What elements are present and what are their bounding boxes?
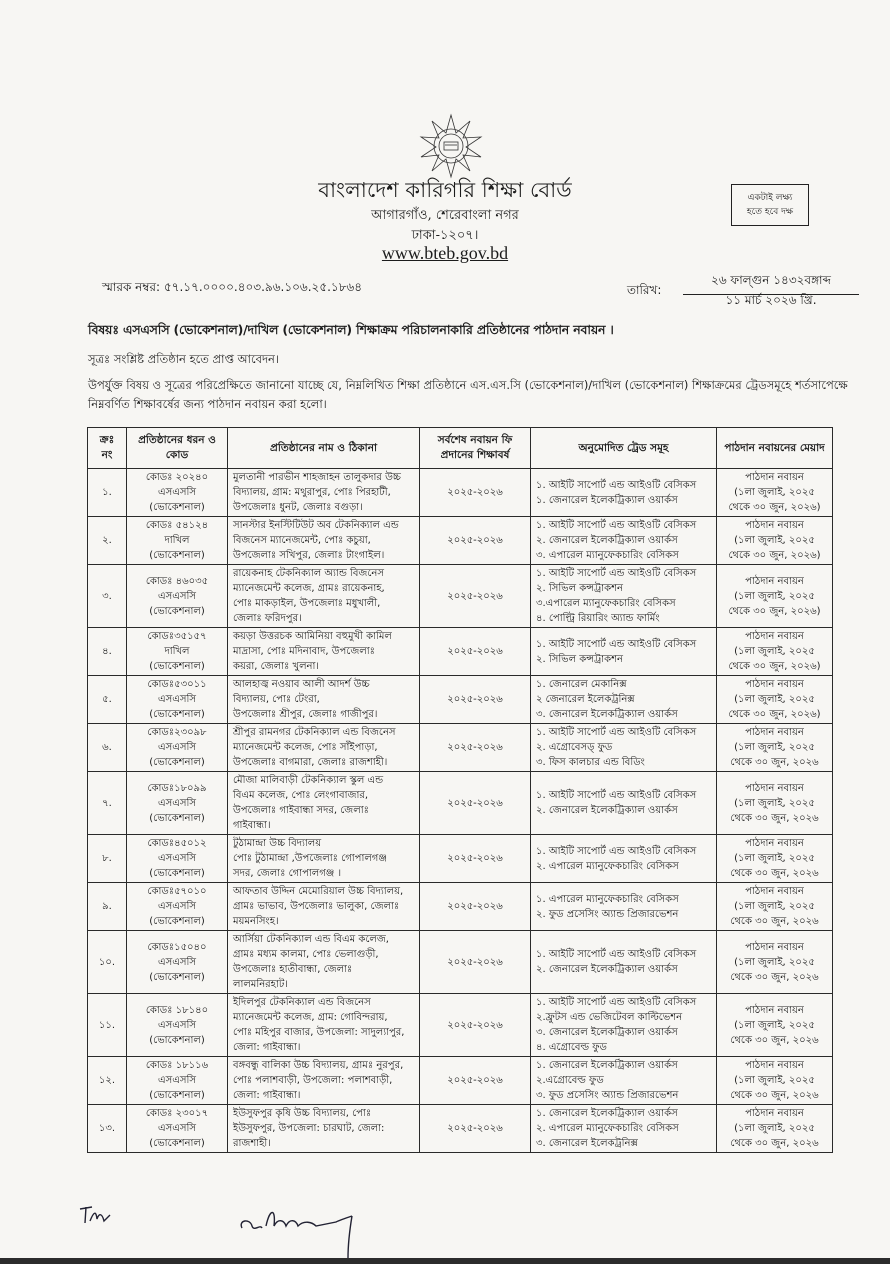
cell-approved-trades-line: ১. আইটি সাপোর্ট এন্ড আইওটি বেসিকস xyxy=(536,568,697,579)
cell-approved-trades-line: ২. এগ্রোবেসড্ ফুড xyxy=(536,742,613,753)
cell-type-code-line: কোডঃ৪৫০১২ xyxy=(147,838,207,849)
renewal-table xyxy=(87,427,833,1153)
cell-approved-trades-line: ৪. পোল্ট্রি রিয়ারিং অ্যান্ড ফার্মিং xyxy=(536,613,660,624)
organization-address-line-1: আগারগাঁও, শেরেবাংলা নগর xyxy=(371,208,519,223)
cell-last-fee-year: ২০২৫-২০২৬ xyxy=(420,994,531,1057)
cell-last-fee-year: ২০২৫-২০২৬ xyxy=(420,565,531,628)
cell-renewal-duration-line: পাঠদান নবায়ন xyxy=(745,727,804,738)
cell-renewal-duration-line: থেকে ৩০ জুন, ২০২৬ xyxy=(730,757,819,768)
cell-serial: ৮. xyxy=(88,835,127,883)
cell-name-address-line: উপজেলাঃ শ্রীপুর, জেলাঃ গাজীপুর। xyxy=(233,709,378,720)
cell-name-address-line: সদর, জেলাঃ গোপালগঞ্জ । xyxy=(233,868,342,879)
cell-renewal-duration-line: (১লা জুলাই, ২০২৫ xyxy=(734,1075,815,1086)
cell-name-address-line: আফতাব উদ্দিন মেমোরিয়াল উচ্চ বিদ্যালয়, xyxy=(233,886,404,897)
cell-approved-trades xyxy=(531,835,717,883)
header-renewal-duration: পাঠদান নবায়নের মেয়াদ xyxy=(717,428,833,469)
cell-type-code-line: (ভোকেশনাল) xyxy=(149,868,205,879)
cell-name-address-line: বিদ্যালয়, পোঃ টেংরা, xyxy=(233,694,320,705)
cell-renewal-duration xyxy=(717,835,833,883)
cell-type-code-line: কোডঃ ২০২৪০ xyxy=(145,472,209,483)
cell-name-address-line: ম্যানেজমেন্ট কলেজ, পোঃ সাঁইপাড়া, xyxy=(233,742,378,753)
cell-serial: ৩. xyxy=(88,565,127,628)
cell-renewal-duration-line: পাঠদান নবায়ন xyxy=(745,886,804,897)
cell-type-code-line: (ভোকেশনাল) xyxy=(149,1090,205,1101)
cell-name-address xyxy=(228,835,420,883)
cell-renewal-duration-line: পাঠদান নবায়ন xyxy=(745,575,804,587)
cell-type-code-line: কোডঃ৩৫১৫৭ xyxy=(147,631,207,642)
cell-name-address xyxy=(228,1057,420,1105)
cell-renewal-duration-line: থেকে ৩০ জুন, ২০২৬ xyxy=(730,812,819,824)
cell-name-address-line: ম্যানেজমেন্ট কলেজ, গ্রাম: গোবিন্দরায়, xyxy=(233,1012,388,1023)
memo-label: স্মারক নম্বর: xyxy=(102,280,161,294)
cell-name-address-line: বিএম কলেজ, পোঃ লেংগাবাজার, xyxy=(233,790,369,801)
cell-name-address-line: পোঃ পলাশবাড়ী, উপজেলা: পলাশবাড়ী, xyxy=(233,1075,393,1086)
cell-approved-trades xyxy=(531,565,717,628)
cell-type-code xyxy=(127,517,228,565)
cell-type-code-line: (ভোকেশনাল) xyxy=(149,1034,205,1046)
cell-serial: ১১. xyxy=(88,994,127,1057)
cell-name-address-line: উপজেলাঃ সখিপুর, জেলাঃ টাংগাইল। xyxy=(233,550,385,561)
cell-approved-trades-line: ২ জেনারেল ইলেকট্রনিক্স xyxy=(536,694,635,705)
cell-approved-trades-line: ১. আইটি সাপোর্ট এন্ড আইওটি বেসিকস xyxy=(536,949,697,960)
cell-serial: ১৩. xyxy=(88,1105,127,1153)
cell-name-address-line: মুলতানী পারভীন শাহজাহন তালুকদার উচ্চ xyxy=(233,472,401,483)
cell-type-code-line: (ভোকেশনাল) xyxy=(149,916,205,927)
cell-type-code xyxy=(127,1105,228,1153)
cell-approved-trades-line: ২. সিভিল কন্সট্রাকশন xyxy=(536,583,624,594)
cell-renewal-duration-line: থেকে ৩০ জুন, ২০২৬) xyxy=(728,661,821,672)
cell-name-address xyxy=(228,565,420,628)
table-row xyxy=(88,772,833,835)
cell-name-address-line: জেলাঃ ফরিদপুর। xyxy=(233,613,302,624)
cell-name-address-line: বঙ্গবন্ধু বালিকা উচ্চ বিদ্যালয়, গ্রামঃ নুরপুর, xyxy=(233,1060,404,1071)
cell-approved-trades xyxy=(531,724,717,772)
cell-type-code xyxy=(127,1057,228,1105)
cell-approved-trades-line: ১. আইটি সাপোর্ট এন্ড আইওটি বেসিকস xyxy=(536,790,697,801)
cell-renewal-duration-line: থেকে ৩০ জুন, ২০২৬) xyxy=(728,502,821,513)
cell-serial: ৫. xyxy=(88,676,127,724)
header-approved-trades: অনুমোদিত ট্রেড সমূহ xyxy=(531,428,717,469)
cell-approved-trades-line: ১. আইটি সাপোর্ট এন্ড আইওটি বেসিকস xyxy=(536,845,697,857)
motto-box xyxy=(731,184,809,226)
cell-renewal-duration xyxy=(717,517,833,565)
cell-name-address xyxy=(228,1105,420,1153)
cell-renewal-duration xyxy=(717,883,833,931)
cell-serial: ৪. xyxy=(88,628,127,676)
motto-line-2: হতে হবে দক্ষ xyxy=(746,207,794,217)
cell-type-code-line: কোডঃ ৫৪১২৪ xyxy=(145,520,209,531)
cell-approved-trades-line: ২. এপারেল ম্যানুফেকচারিং বেসিকস xyxy=(536,1123,679,1134)
cell-approved-trades-line: ৩.এপারেল ম্যানুফেকচারিং বেসিকস xyxy=(536,598,676,609)
subject-line: বিষয়ঃ এসএসসি (ভোকেশনাল)/দাখিল (ভোকেশনাল) শিক্ষাক্রম পরিচালনাকারি প্রতিষ্ঠানের পাঠদান নবায়ন । xyxy=(88,322,614,337)
cell-name-address-line: গাইবান্ধা। xyxy=(233,820,271,831)
cell-renewal-duration xyxy=(717,469,833,517)
cell-approved-trades-line: ২. এপারেল ম্যানুফেকচারিং বেসিকস xyxy=(536,860,679,872)
cell-last-fee-year: ২০২৫-২০২৬ xyxy=(420,517,531,565)
cell-type-code-line: দাখিল xyxy=(164,535,190,546)
cell-type-code xyxy=(127,565,228,628)
cell-renewal-duration-line: পাঠদান নবায়ন xyxy=(745,1060,804,1071)
cell-approved-trades-line: ২. জেনারেল ইলেকট্রিক্যাল ওয়ার্কস xyxy=(536,805,678,816)
cell-name-address-line: কয়রা, জেলাঃ খুলনা। xyxy=(233,661,319,672)
cell-renewal-duration-line: (১লা জুলাই, ২০২৫ xyxy=(734,694,815,705)
cell-approved-trades-line: ২. জেনারেল ইলেকট্রিক্যাল ওয়ার্কস xyxy=(536,964,678,975)
cell-name-address xyxy=(228,931,420,994)
cell-name-address-line: লালমনিরহাট। xyxy=(233,979,288,990)
cell-type-code-line: (ভোকেশনাল) xyxy=(149,550,205,561)
cell-approved-trades-line: ৩. ফুড প্রসেসিং অ্যান্ড প্রিজারভেশন xyxy=(536,1090,679,1101)
bteb-emblem-icon xyxy=(418,113,484,179)
handwritten-initial-icon xyxy=(78,1203,112,1229)
cell-type-code xyxy=(127,835,228,883)
cell-type-code xyxy=(127,931,228,994)
cell-renewal-duration xyxy=(717,994,833,1057)
cell-name-address-line: আর্সিয়া টেকনিক্যাল এন্ড বিএম কলেজ, xyxy=(233,934,389,945)
cell-name-address-line: বিদ্যালয়, গ্রাম: মথুরাপুর, পোঃ পিরহাটী, xyxy=(233,487,391,498)
cell-approved-trades xyxy=(531,1105,717,1153)
header-last-fee-year: সর্বশেষ নবায়ন ফি প্রদানের শিক্ষাবর্ষ xyxy=(420,428,531,469)
memo-value: ৫৭.১৭.০০০০.৪০৩.৯৬.১০৬.২৫.১৮৬৪ xyxy=(163,280,363,294)
cell-approved-trades-line: ৩. জেনারেল ইলেকট্রিক্যাল ওয়ার্কস xyxy=(536,709,678,720)
cell-type-code-line: এসএসসি xyxy=(158,590,196,602)
cell-renewal-duration-line: পাঠদান নবায়ন xyxy=(745,838,804,849)
cell-approved-trades-line: ১. আইটি সাপোর্ট এন্ড আইওটি বেসিকস xyxy=(536,997,697,1008)
header-type-code: প্রতিষ্ঠানের ধরন ও কোড xyxy=(127,428,228,469)
cell-approved-trades-line: ১. জেনারেল ইলেকট্রিক্যাল ওয়ার্কস xyxy=(536,1108,678,1119)
header-name-address: প্রতিষ্ঠানের নাম ও ঠিকানা xyxy=(228,428,420,469)
cell-type-code-line: কোডঃ১৮০৯৯ xyxy=(147,782,207,794)
cell-type-code xyxy=(127,469,228,517)
cell-name-address-line: জেলা: গাইবান্ধা। xyxy=(233,1042,301,1053)
cell-approved-trades-line: ২. ফুড প্রসেসিং অ্যান্ড প্রিজারভেশন xyxy=(536,908,679,920)
cell-type-code-line: কোডঃ ৪৬০৩৫ xyxy=(145,575,209,587)
cell-type-code-line: (ভোকেশনাল) xyxy=(149,605,205,617)
cell-type-code-line: এসএসসি xyxy=(158,694,196,705)
cell-approved-trades-line: ১. আইটি সাপোর্ট এন্ড আইওটি বেসিকস xyxy=(536,479,697,491)
cell-renewal-duration-line: থেকে ৩০ জুন, ২০২৬) xyxy=(728,550,821,561)
cell-name-address-line: গ্রামঃ ভাভাব, উপজেলাঃ ভালুকা, জেলাঃ xyxy=(233,901,400,912)
table-row xyxy=(88,931,833,994)
cell-renewal-duration-line: থেকে ৩০ জুন, ২০২৬ xyxy=(730,1090,819,1101)
cell-renewal-duration-line: (১লা জুলাই, ২০২৫ xyxy=(734,487,815,498)
cell-approved-trades-line: ২.এগ্রোবেল্ড ফুড xyxy=(536,1075,604,1086)
table-row xyxy=(88,517,833,565)
cell-last-fee-year: ২০২৫-২০২৬ xyxy=(420,1057,531,1105)
cell-approved-trades-line: ৩. জেনারেল ইলেকট্রনিক্স xyxy=(536,1138,638,1149)
cell-serial: ১. xyxy=(88,469,127,517)
cell-renewal-duration xyxy=(717,628,833,676)
cell-name-address-line: উপজেলাঃ ধুনট, জেলাঃ বগুড়া। xyxy=(233,502,363,513)
table-row xyxy=(88,676,833,724)
cell-approved-trades-line: ২. জেনারেল ইলেকট্রিক্যাল ওয়ার্কস xyxy=(536,535,678,546)
cell-name-address xyxy=(228,994,420,1057)
cell-name-address-line: ইউসুফপুর, উপজেলা: চারঘাট, জেলা: xyxy=(233,1123,385,1134)
handwritten-signature-icon xyxy=(236,1198,376,1260)
cell-name-address-line: উপজেলাঃ গাইবান্ধা সদর, জেলাঃ xyxy=(233,805,369,816)
cell-renewal-duration-line: পাঠদান নবায়ন xyxy=(745,1108,804,1119)
cell-name-address-line: রাজশাহী। xyxy=(233,1138,271,1149)
cell-type-code xyxy=(127,883,228,931)
cell-name-address xyxy=(228,883,420,931)
cell-last-fee-year: ২০২৫-২০২৬ xyxy=(420,1105,531,1153)
cell-last-fee-year: ২০২৫-২০২৬ xyxy=(420,835,531,883)
cell-name-address-line: আলহাজ্ব নওয়াব আলী আদর্শ উচ্চ xyxy=(233,679,370,690)
cell-last-fee-year: ২০২৫-২০২৬ xyxy=(420,931,531,994)
cell-type-code-line: এসএসসি xyxy=(158,853,196,864)
table-row xyxy=(88,883,833,931)
cell-name-address-line: পোঃ মহিপুর বাজার, উপজেলা: সাদুল্যাপুর, xyxy=(233,1027,405,1038)
cell-type-code-line: (ভোকেশনাল) xyxy=(149,812,205,824)
cell-renewal-duration-line: থেকে ৩০ জুন, ২০২৬ xyxy=(730,1138,819,1149)
cell-renewal-duration-line: পাঠদান নবায়ন xyxy=(745,941,804,953)
cell-approved-trades xyxy=(531,469,717,517)
cell-name-address-line: পোঃ টুঠামান্দ্রা ,উপজেলাঃ গোপালগঞ্জ xyxy=(233,853,387,864)
cell-approved-trades xyxy=(531,1057,717,1105)
table-row xyxy=(88,1105,833,1153)
cell-type-code-line: কোডঃ ১৮১১৬ xyxy=(145,1060,209,1071)
cell-type-code-line: এসএসসি xyxy=(158,956,196,968)
cell-renewal-duration xyxy=(717,565,833,628)
cell-last-fee-year: ২০২৫-২০২৬ xyxy=(420,883,531,931)
cell-renewal-duration-line: পাঠদান নবায়ন xyxy=(745,631,804,642)
cell-name-address xyxy=(228,628,420,676)
cell-type-code-line: কোডঃ২৩০৯৮ xyxy=(147,727,207,738)
cell-renewal-duration xyxy=(717,1057,833,1105)
cell-renewal-duration-line: (১লা জুলাই, ২০২৫ xyxy=(734,901,815,912)
cell-renewal-duration xyxy=(717,1105,833,1153)
cell-name-address-line: গ্রামঃ মধ্যম কালমা, পোঃ ভেলাগুড়ী, xyxy=(233,949,379,960)
cell-type-code xyxy=(127,994,228,1057)
cell-renewal-duration-line: (১লা জুলাই, ২০২৫ xyxy=(734,956,815,968)
cell-approved-trades xyxy=(531,676,717,724)
cell-name-address-line: উপজেলাঃ বাগমারা, জেলাঃ রাজশাহী। xyxy=(233,757,388,768)
cell-renewal-duration-line: থেকে ৩০ জুন, ২০২৬) xyxy=(728,709,821,720)
cell-last-fee-year: ২০২৫-২০২৬ xyxy=(420,676,531,724)
table-row xyxy=(88,628,833,676)
body-paragraph: উপর্যুক্ত বিষয় ও সূত্রের পরিপ্রেক্ষিতে জানানো যাচ্ছে যে, নিম্নলিখিত শিক্ষা প্রতিষ্ঠানে এস.এস.সি (ভোকেশনাল)/দাখিল (ভোকেশনাল) শিক্ষাক্রমের ট্রেডসমূহে শর্তসাপেক্ষে নিম্নবর্ণিত শিক্ষাবর্ষের জন্য পাঠদান নবায়ন করা হলো। xyxy=(88,378,848,411)
cell-last-fee-year: ২০২৫-২০২৬ xyxy=(420,724,531,772)
cell-type-code xyxy=(127,724,228,772)
cell-renewal-duration-line: (১লা জুলাই, ২০২৫ xyxy=(734,646,815,657)
cell-approved-trades-line: ১. আইটি সাপোর্ট এন্ড আইওটি বেসিকস xyxy=(536,520,697,531)
cell-name-address-line: ম্যানেজমেন্ট কলেজ, গ্রামঃ রায়েকনাহ, xyxy=(233,583,385,594)
cell-type-code-line: কোডঃ৫৩০১১ xyxy=(147,679,207,690)
cell-type-code-line: (ভোকেশনাল) xyxy=(149,661,205,672)
cell-renewal-duration-line: পাঠদান নবায়ন xyxy=(745,472,804,483)
cell-type-code xyxy=(127,772,228,835)
cell-approved-trades-line: ১. আইটি সাপোর্ট এন্ড আইওটি বেসিকস xyxy=(536,727,697,738)
cell-type-code-line: এসএসসি xyxy=(158,742,196,753)
cell-approved-trades xyxy=(531,628,717,676)
cell-last-fee-year: ২০২৫-২০২৬ xyxy=(420,628,531,676)
cell-name-address-line: জেলা: গাইবান্ধা। xyxy=(233,1090,301,1101)
cell-approved-trades xyxy=(531,994,717,1057)
cell-type-code xyxy=(127,676,228,724)
cell-type-code-line: (ভোকেশনাল) xyxy=(149,709,205,720)
cell-renewal-duration-line: থেকে ৩০ জুন, ২০২৬ xyxy=(730,916,819,927)
table-row xyxy=(88,469,833,517)
cell-last-fee-year: ২০২৫-২০২৬ xyxy=(420,772,531,835)
cell-approved-trades-line: ১. জেনারেল ইলেকট্রিক্যাল ওয়ার্কস xyxy=(536,494,678,506)
table-row xyxy=(88,565,833,628)
cell-serial: ৬. xyxy=(88,724,127,772)
date-bangla: ২৬ ফাল্গুন ১৪৩২বঙ্গাব্দ xyxy=(683,272,859,295)
cell-renewal-duration xyxy=(717,772,833,835)
reference-line: সূত্রঃ সংশ্লিষ্ট প্রতিষ্ঠান হতে প্রাপ্ত আবেদন। xyxy=(88,352,280,366)
cell-type-code-line: এসএসসি xyxy=(158,901,196,912)
cell-name-address-line: ময়মনসিংহ। xyxy=(233,916,279,927)
cell-renewal-duration-line: পাঠদান নবায়ন xyxy=(745,679,804,690)
cell-approved-trades-line: ২. সিভিল কন্সট্রাকশন xyxy=(536,653,624,665)
motto-line-1: একটাই লক্ষ্য xyxy=(747,193,793,203)
table-row xyxy=(88,835,833,883)
cell-name-address xyxy=(228,469,420,517)
cell-type-code-line: কোডঃ ২৩০১৭ xyxy=(145,1108,209,1119)
cell-name-address-line: পোঃ মাকড়াইল, উপজেলাঃ মধুখালী, xyxy=(233,598,381,609)
cell-renewal-duration-line: থেকে ৩০ জুন, ২০২৬) xyxy=(728,605,821,617)
cell-approved-trades-line: ১. জেনারেল ইলেকট্রিক্যাল ওয়ার্কস xyxy=(536,1060,678,1071)
cell-type-code-line: কোডঃ ১৮১৪০ xyxy=(145,1004,209,1016)
table-row xyxy=(88,1057,833,1105)
cell-name-address-line: শ্রীপুর রামনগর টেকনিক্যাল এন্ড বিজনেস xyxy=(233,727,396,738)
cell-renewal-duration-line: পাঠদান নবায়ন xyxy=(745,520,804,531)
cell-approved-trades-line: ২.ফ্রুটস এন্ড ভেজিটেবল কাল্টিভেশন xyxy=(536,1012,683,1023)
cell-renewal-duration-line: পাঠদান নবায়ন xyxy=(745,782,804,794)
cell-name-address-line: উপজেলাঃ হাতীবান্ধা, জেলাঃ xyxy=(233,964,353,975)
cell-renewal-duration xyxy=(717,676,833,724)
cell-serial: ৭. xyxy=(88,772,127,835)
cell-renewal-duration-line: (১লা জুলাই, ২০২৫ xyxy=(734,590,815,602)
cell-type-code-line: এসএসসি xyxy=(158,797,196,809)
cell-name-address xyxy=(228,517,420,565)
date-label: তারিখ: xyxy=(627,283,662,297)
organization-address-line-2: ঢাকা-১২০৭। xyxy=(411,228,479,243)
cell-renewal-duration-line: থেকে ৩০ জুন, ২০২৬ xyxy=(730,868,819,879)
cell-renewal-duration-line: পাঠদান নবায়ন xyxy=(745,1004,804,1016)
cell-type-code-line: (ভোকেশনাল) xyxy=(149,1138,205,1149)
table-row xyxy=(88,994,833,1057)
cell-type-code-line: এসএসসি xyxy=(158,487,196,498)
cell-name-address-line: সানস্টার ইনস্টিটিউট অব টেকনিক্যাল এন্ড xyxy=(233,520,399,531)
header-serial: ক্রঃ নং xyxy=(88,428,127,469)
cell-name-address-line: টুঠামান্দ্রা উচ্চ বিদ্যালয় xyxy=(233,838,322,849)
cell-type-code-line: কোডঃ৫৭০১০ xyxy=(147,886,207,897)
cell-renewal-duration-line: (১লা জুলাই, ২০২৫ xyxy=(734,853,815,864)
organization-website-link[interactable]: www.bteb.gov.bd xyxy=(381,243,509,263)
cell-type-code-line: কোডঃ১৫০৪০ xyxy=(147,941,207,953)
cell-renewal-duration-line: (১লা জুলাই, ২০২৫ xyxy=(734,535,815,546)
cell-name-address-line: ইদিলপুর টেকনিক্যাল এন্ড বিজনেস xyxy=(233,997,371,1008)
cell-name-address-line: মৌজা মালিবাড়ী টেকনিক্যাল স্কুল এন্ড xyxy=(233,775,384,786)
cell-name-address-line: বিজনেস ম্যানেজমেন্ট, পোঃ কচুয়া, xyxy=(233,535,371,546)
cell-name-address xyxy=(228,676,420,724)
cell-renewal-duration-line: (১লা জুলাই, ২০২৫ xyxy=(734,797,815,809)
cell-type-code-line: (ভোকেশনাল) xyxy=(149,971,205,983)
cell-approved-trades xyxy=(531,883,717,931)
cell-renewal-duration-line: থেকে ৩০ জুন, ২০২৬ xyxy=(730,971,819,983)
cell-last-fee-year: ২০২৫-২০২৬ xyxy=(420,469,531,517)
cell-type-code xyxy=(127,628,228,676)
cell-type-code-line: (ভোকেশনাল) xyxy=(149,757,205,768)
cell-name-address xyxy=(228,772,420,835)
cell-approved-trades-line: ৩. এপারেল ম্যানুফেকচারিং বেসিকস xyxy=(536,550,679,561)
cell-name-address xyxy=(228,724,420,772)
cell-approved-trades xyxy=(531,517,717,565)
cell-type-code-line: এসএসসি xyxy=(158,1123,196,1134)
cell-serial: ১০. xyxy=(88,931,127,994)
cell-approved-trades xyxy=(531,772,717,835)
cell-type-code-line: এসএসসি xyxy=(158,1019,196,1031)
cell-renewal-duration-line: (১লা জুলাই, ২০২৫ xyxy=(734,1019,815,1031)
cell-renewal-duration xyxy=(717,931,833,994)
cell-type-code-line: এসএসসি xyxy=(158,1075,196,1086)
scan-bottom-edge xyxy=(0,1258,890,1264)
cell-name-address-line: মাদ্রাসা, পোঃ মদিনাবাদ, উপজেলাঃ xyxy=(233,646,375,657)
organization-name: বাংলাদেশ কারিগরি শিক্ষা বোর্ড xyxy=(318,178,572,202)
cell-name-address-line: কয়ড়া উত্তরচক আমিনিয়া বহুমুখী কামিল xyxy=(233,631,392,642)
cell-serial: ১২. xyxy=(88,1057,127,1105)
table-header-row xyxy=(88,428,833,469)
cell-approved-trades-line: ১. এপারেল ম্যানুফেকচারিং বেসিকস xyxy=(536,893,679,905)
table-row xyxy=(88,724,833,772)
cell-approved-trades-line: ৩. ফিস কালচার এন্ড বিডিং xyxy=(536,757,645,768)
cell-serial: ২. xyxy=(88,517,127,565)
cell-approved-trades-line: ৩. জেনারেল ইলেকট্রিক্যাল ওয়ার্কস xyxy=(536,1027,678,1038)
cell-approved-trades-line: ১. আইটি সাপোর্ট এন্ড আইওটি বেসিকস xyxy=(536,638,697,650)
cell-name-address-line: রায়েকনাহ টেকনিক্যাল অ্যান্ড বিজনেস xyxy=(233,568,384,579)
cell-approved-trades xyxy=(531,931,717,994)
cell-type-code-line: (ভোকেশনাল) xyxy=(149,502,205,513)
cell-serial: ৯. xyxy=(88,883,127,931)
cell-renewal-duration-line: (১লা জুলাই, ২০২৫ xyxy=(734,1123,815,1134)
cell-renewal-duration-line: (১লা জুলাই, ২০২৫ xyxy=(734,742,815,753)
date-gregorian: ১১ মার্চ ২০২৬ খ্রি. xyxy=(725,293,817,307)
cell-renewal-duration xyxy=(717,724,833,772)
cell-renewal-duration-line: থেকে ৩০ জুন, ২০২৬ xyxy=(730,1034,819,1046)
cell-approved-trades-line: ৪. এগ্রোবেল্ড ফুড xyxy=(536,1042,607,1053)
cell-approved-trades-line: ১. জেনারেল মেকানিক্স xyxy=(536,679,627,690)
memo-number xyxy=(102,279,362,299)
cell-type-code-line: দাখিল xyxy=(164,646,190,657)
cell-name-address-line: ইউসুফপুর কৃষি উচ্চ বিদ্যালয়, পোঃ xyxy=(233,1108,372,1119)
